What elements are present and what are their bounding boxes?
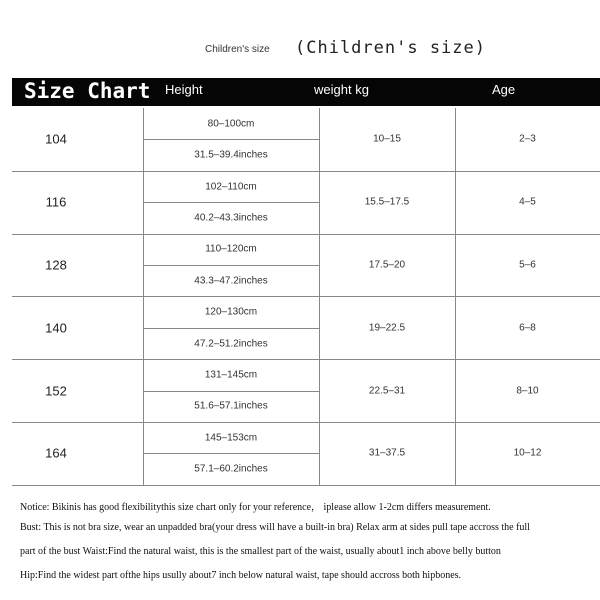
height-cm-cell: 110–120cm: [205, 243, 257, 255]
note-line: Bust: This is not bra size, wear an unpadded bra(your dress will have a built-in bra) Relax arm at sides pull tape accross the full: [20, 522, 530, 533]
height-header: Height: [165, 82, 203, 97]
age-cell: 2–3: [519, 133, 536, 145]
title-row: [0, 38, 600, 62]
height-cm-cell: 120–130cm: [204, 306, 258, 318]
age-cell: 6–8: [519, 322, 536, 334]
height-cm-cell: 131–145cm: [204, 369, 258, 381]
note-line: part of the bust Waist:Find the natural waist, this is the smallest part of the waist, usually about1 inch above belly button: [20, 546, 501, 557]
age-cell: 8–10: [516, 385, 539, 397]
weight-cell: 22.5–31: [368, 385, 406, 397]
size-cell: 152: [45, 383, 67, 399]
row-divider: [12, 422, 600, 423]
height-inches-cell: 57.1–60.2inches: [194, 463, 268, 475]
height-inches-cell: 43.3–47.2inches: [194, 275, 268, 287]
height-cm-cell: 145–153cm: [204, 432, 258, 444]
weight-cell: 19–22.5: [368, 322, 406, 334]
row-divider: [12, 296, 600, 297]
weight-cell: 31–37.5: [368, 447, 406, 459]
height-inches-cell: 51.6–57.1inches: [194, 400, 268, 412]
height-cm-cell: 102–110cm: [205, 181, 257, 192]
age-cell: 10–12: [513, 447, 542, 459]
row-divider: [12, 485, 600, 486]
height-subdivider: [143, 391, 319, 392]
size-cell: 164: [45, 445, 67, 461]
height-inches-cell: 40.2–43.3inches: [194, 212, 268, 224]
size-cell: 116: [45, 194, 67, 210]
weight-cell: 17.5–20: [368, 259, 406, 271]
height-subdivider: [143, 202, 319, 203]
height-subdivider: [143, 265, 319, 266]
height-subdivider: [143, 328, 319, 329]
age-header: Age: [492, 82, 516, 97]
header-bar: [12, 78, 600, 106]
size-cell: 128: [45, 257, 67, 273]
size-table: [12, 108, 600, 485]
height-cm-cell: 80–100cm: [207, 118, 255, 130]
age-cell: 4–5: [519, 196, 536, 208]
weight-cell: 15.5–17.5: [364, 196, 410, 208]
title-small: Children's size: [205, 44, 270, 55]
height-inches-cell: 47.2–51.2inches: [194, 338, 268, 349]
size-chart-heading: Size Chart: [24, 79, 151, 103]
title-large: (Children's size): [295, 38, 486, 58]
note-line: Notice: Bikinis has good flexibilitythis size chart only for your reference， iplease allow 1-2cm differs measurement.: [20, 502, 491, 513]
weight-cell: 10–15: [373, 133, 401, 145]
row-divider: [12, 234, 600, 235]
height-subdivider: [143, 453, 319, 454]
height-inches-cell: 31.5–39.4inches: [194, 149, 268, 161]
height-subdivider: [143, 139, 319, 140]
age-cell: 5–6: [519, 259, 536, 271]
row-divider: [12, 359, 600, 360]
size-cell: 140: [45, 320, 67, 336]
size-cell: 104: [45, 131, 67, 147]
weight-header: weight kg: [314, 82, 369, 97]
note-line: Hip:Find the widest part ofthe hips usully about7 inch below natural waist, tape should accross both hipbones.: [20, 570, 462, 581]
row-divider: [12, 171, 600, 172]
